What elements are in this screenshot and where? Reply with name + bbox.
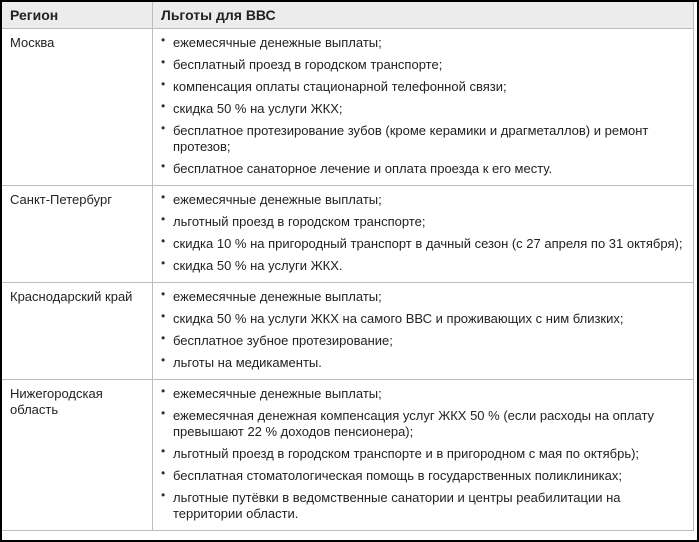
region-cell: Санкт-Петербург (2, 186, 153, 283)
benefit-item: • бесплатный проезд в городском транспорте; (161, 57, 685, 73)
benefit-item: • льготный проезд в городском транспорте; (161, 214, 685, 230)
benefit-item: • бесплатная стоматологическая помощь в государственных поликлиниках; (161, 468, 685, 484)
benefit-item: • скидка 10 % на пригородный транспорт в дачный сезон (с 27 апреля по 31 октября); (161, 236, 685, 252)
table-header-row (2, 2, 694, 29)
region-cell: Москва (2, 29, 153, 186)
benefits-cell (153, 380, 694, 531)
benefit-item: • ежемесячная денежная компенсация услуг ЖКХ 50 % (если расходы на оплату превышают 22 % доходов пенсионера); (161, 408, 685, 440)
benefit-item: • ежемесячные денежные выплаты; (161, 192, 685, 208)
table-row (2, 29, 694, 186)
header-benefits: Льготы для ВВС (153, 2, 694, 29)
benefit-item: • ежемесячные денежные выплаты; (161, 35, 685, 51)
benefits-list (161, 386, 685, 522)
benefit-item: • льготы на медикаменты. (161, 355, 685, 371)
benefit-item: • ежемесячные денежные выплаты; (161, 386, 685, 402)
benefits-list (161, 289, 685, 371)
benefits-cell (153, 29, 694, 186)
table-row (2, 186, 694, 283)
header-region: Регион (2, 2, 153, 29)
table-row (2, 380, 694, 531)
benefit-item: • ежемесячные денежные выплаты; (161, 289, 685, 305)
benefit-item: • бесплатное санаторное лечение и оплата проезда к его месту. (161, 161, 685, 177)
benefits-table (1, 1, 694, 531)
benefit-item: • льготный проезд в городском транспорте и в пригородном с мая по октябрь); (161, 446, 685, 462)
benefit-item: • льготные путёвки в ведомственные санатории и центры реабилитации на территории области. (161, 490, 685, 522)
region-cell: Нижегородская область (2, 380, 153, 531)
benefits-list (161, 192, 685, 274)
benefits-cell (153, 186, 694, 283)
benefits-cell (153, 283, 694, 380)
region-cell: Краснодарский край (2, 283, 153, 380)
table-row (2, 283, 694, 380)
benefit-item: • скидка 50 % на услуги ЖКХ; (161, 101, 685, 117)
benefit-item: • скидка 50 % на услуги ЖКХ. (161, 258, 685, 274)
benefit-item: • скидка 50 % на услуги ЖКХ на самого ВВС и проживающих с ним близких; (161, 311, 685, 327)
benefit-item: • бесплатное зубное протезирование; (161, 333, 685, 349)
benefits-list (161, 35, 685, 177)
benefit-item: • компенсация оплаты стационарной телефонной связи; (161, 79, 685, 95)
benefit-item: • бесплатное протезирование зубов (кроме керамики и драгметаллов) и ремонт протезов; (161, 123, 685, 155)
